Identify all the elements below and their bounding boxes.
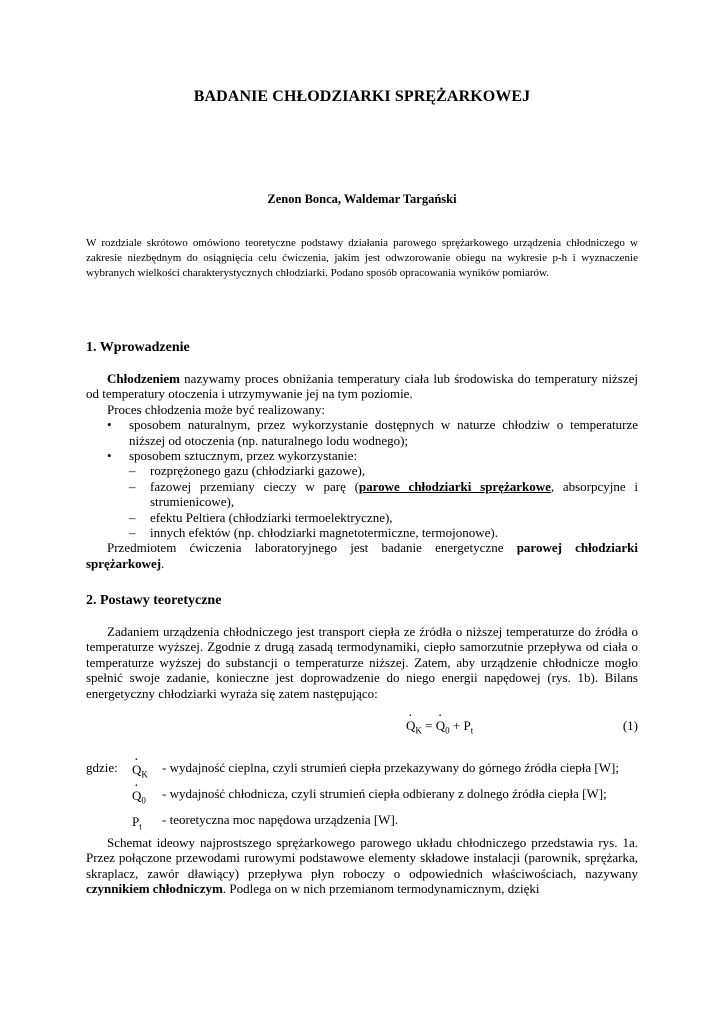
equation-number: (1) [622,718,638,733]
sub-list-item: – efektu Peltiera (chłodziarki termoelektryczne), [129,509,393,525]
dash-icon: – [129,463,136,479]
section-1-heading: 1. Wprowadzenie [86,340,190,355]
definition-row [86,784,646,810]
authors: Zenon Bonca, Waldemar Targański [267,192,457,206]
equation-expression: · $Q_K$ = · $Q_0 + P_t$ [406,718,473,736]
bullet-icon: • [107,417,112,433]
where-label: gdzie: [86,760,118,775]
sub-list-item: – fazowej przemiany cieczy w parę (parowe chłodziarki sprężarkowe, absorpcyjne i strumienicowe), [129,478,638,510]
section-1-body [86,371,638,571]
dash-icon: – [129,478,136,494]
symbol: $P_t$ [132,814,142,832]
symbol-description: - wydajność cieplna, czyli strumień ciepła przekazywany do górnego źródła ciepła [W]; [162,760,619,775]
definition-row [86,810,646,832]
paragraph-definition: Chłodzeniem nazywamy proces obniżania temperatury ciała lub środowiska do temperatury niższej od temperatury otoczenia i utrzymywanie jej na tym poziomie. [86,371,638,402]
document-title: BADANIE CHŁODZIARKI SPRĘŻARKOWEJ [193,88,531,105]
paragraph-methods-intro: Proces chłodzenia może być realizowany: [107,401,326,417]
sub-list-item: – innych efektów (np. chłodziarki magnetotermiczne, termojonowe). [129,525,498,541]
list-item: • sposobem naturalnym, przez wykorzystanie dostępnych w naturze chłodziw o temperaturze niższej od otoczenia (np. naturalnego lodu wodnego); [107,417,638,448]
section-2-heading: 2. Postawy teoretyczne [86,593,222,608]
abstract: W rozdziale skrótowo omówiono teoretyczne podstawy działania parowego sprężarkowego urządzenia chłodniczego w zakresie niezbędnym do osiągnięcia celu ćwiczenia, jakim jest odwzorowanie obiegu na wykresie p-h i wyznaczenie wybranych wielkości charakterystycznych chłodziarki. Podano sposób opracowania wyników pomiarów. [86,237,638,279]
symbol-description: - teoretyczna moc napędowa urządzenia [W]. [162,812,399,827]
paragraph-schematic: Schemat ideowy najprostszego sprężarkowego parowego układu chłodniczego przedstawia rys. 1a. Przez połączone przewodami rurowymi podstawowe elementy składowe instalacji (parownik, sprężarka, skraplacz, zawór dławiący) przepływa płyn roboczy o odpowiednich właściwościach, nazywany czynnikiem chłodniczym. Podlega on w nich przemianom termodynamicznym, dzięki [86,835,638,897]
symbol: · $Q_0$ [132,788,146,809]
sub-list-item: – rozprężonego gazu (chłodziarki gazowe), [129,463,366,479]
emphasis-objective: parowej chłodziarki sprężarkowej [86,540,638,571]
symbol-definitions [86,758,646,832]
emphasis-parowe-chlodziarki: parowe chłodziarki sprężarkowe [358,478,551,494]
dash-icon: – [129,525,136,541]
symbol-description: - wydajność chłodnicza, czyli strumień ciepła odbierany z dolnego źródła ciepła [W]; [162,786,607,801]
term-chlodzenie: Chłodzeniem [107,371,180,386]
section-2-intro [86,624,638,701]
term-czynnik-chlodniczy: czynnikiem chłodniczym [86,881,223,897]
bullet-icon: • [107,448,112,464]
definition-row [86,758,646,784]
list-item: • sposobem sztucznym, przez wykorzystanie: [107,448,358,464]
section-2-body [86,835,638,897]
symbol: · $Q_K$ [132,762,148,783]
equation-1 [86,718,638,740]
dash-icon: – [129,509,136,525]
paragraph-objective: Przedmiotem ćwiczenia laboratoryjnego jest badanie energetyczne parowej chłodziarki sprężarkowej. [86,540,638,571]
paragraph-theory: Zadaniem urządzenia chłodniczego jest transport ciepła ze źródła o niższej temperaturze do źródła o temperaturze wyższej. Zgodnie z drugą zasadą termodynamiki, ciepło samorzutnie przepływa od ciała o temperaturze wyższej do substancji o temperaturze niższej. Zatem, aby urządzenie chłodnicze mogło spełnić swoje zadanie, konieczne jest doprowadzenie do niego energii napędowej (rys. 1b). Bilans energetyczny chłodziarki wyraża się zatem następująco: [86,624,638,701]
